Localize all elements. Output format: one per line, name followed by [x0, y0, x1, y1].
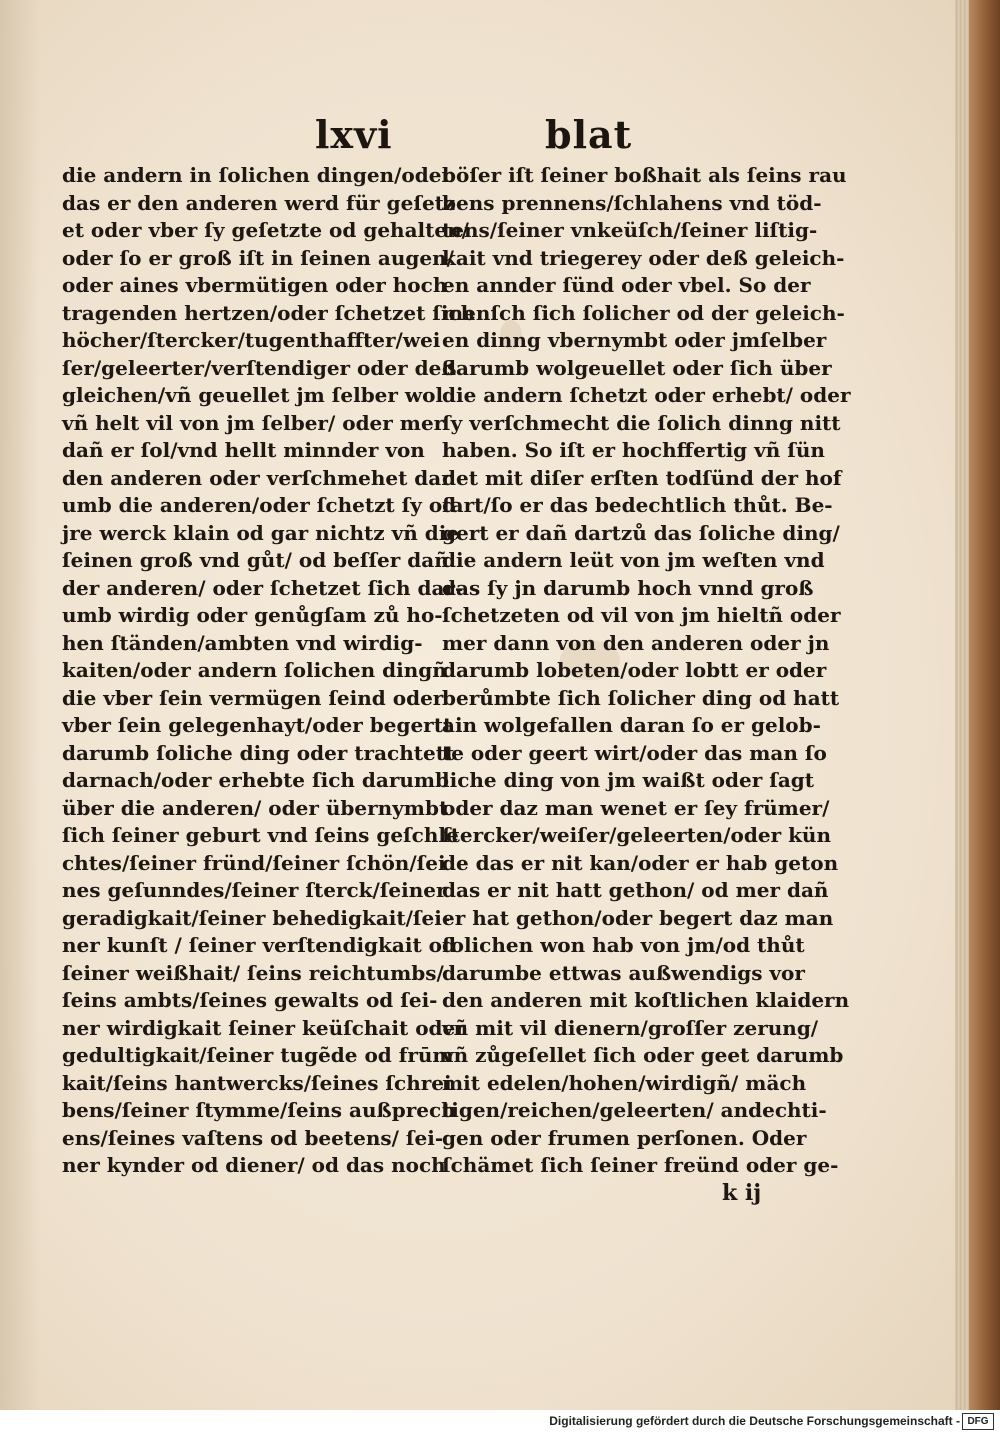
- text-line: ſeiner weißhait/ ſeins reichtumbs/: [62, 960, 444, 985]
- text-line: ner kynder od diener/ od das noch: [62, 1153, 446, 1177]
- signature-mark: k ij: [722, 1180, 762, 1206]
- footer-bar: [0, 1410, 1000, 1433]
- text-line: darumb wolgeuellet oder ſich über: [442, 355, 832, 380]
- text-line: et oder vber ſy geſetzte od gehalten/: [62, 218, 469, 242]
- text-line: gleichen/vñ geuellet jm ſelber wol: [62, 383, 444, 407]
- text-line: oder ſo er groß iſt in ſeinen augen/: [62, 245, 454, 270]
- text-line: kaiten/oder andern ſolichen dingñ: [62, 658, 447, 682]
- text-line: das er nit hatt gethon/ od mer dañ: [442, 878, 829, 902]
- dfg-logo: DFG: [962, 1413, 994, 1430]
- text-line: berůmbte ſich ſolicher ding od hatt: [442, 685, 840, 710]
- binding-gutter: [0, 0, 40, 1410]
- book-cover-edge: [969, 0, 1000, 1410]
- text-line: tigen/reichen/geleerten/ andechti-: [442, 1098, 827, 1122]
- text-line: gert er dañ dartzů das ſoliche ding/: [442, 520, 840, 545]
- text-line: mit edelen/hohen/wirdigñ/ mäch: [442, 1070, 807, 1095]
- text-line: darnach/oder erhebte ſich darumb: [62, 768, 450, 792]
- text-line: die andern in ſolichen dingen/oder: [62, 163, 452, 187]
- text-line: ſolichen won hab von jm/od thůt: [442, 933, 805, 957]
- text-line: darumb ſoliche ding oder trachtett: [62, 740, 455, 765]
- text-line: das ſy jn darumb hoch vnnd groß: [442, 575, 814, 600]
- text-line: kait vnd triegerey oder deß geleich-: [442, 245, 845, 270]
- text-line: bens/ſeiner ſtymme/ſeins außprech: [62, 1098, 456, 1122]
- text-line: ner wirdigkait ſeiner keüſchait oder: [62, 1015, 466, 1040]
- text-line: en annder ſünd oder vbel. So der: [442, 273, 811, 297]
- text-line: böſer iſt ſeiner boßhait als ſeins rau: [442, 163, 847, 187]
- text-line: ſich ſeiner geburt vnd ſeins geſchle: [62, 823, 459, 847]
- funding-note: Digitalisierung gefördert durch die Deutsche Forschungsgemeinschaft -: [549, 1414, 960, 1428]
- text-line: den anderen oder verſchmehet dar: [62, 465, 452, 490]
- text-line: das er den anderen werd für geſetz: [62, 190, 456, 215]
- left-text-column: [62, 162, 476, 1180]
- page-edges: [955, 0, 969, 1410]
- text-line: die andern ſchetzt oder erhebt/ oder: [442, 383, 851, 407]
- text-line: der anderen/ oder ſchetzet ſich dar-: [62, 575, 464, 600]
- text-line: die vber ſein vermügen ſeind oder: [62, 685, 444, 710]
- text-line: über die anderen/ oder übernymbt: [62, 795, 449, 820]
- text-line: jre werck klain od gar nichtz vñ die: [62, 520, 460, 545]
- text-line: umb die anderen/oder ſchetzt ſy od: [62, 493, 457, 517]
- folio-number: lxvi: [315, 112, 393, 157]
- text-line: tens/ſeiner vnkeüſch/ſeiner liſtig-: [442, 218, 818, 242]
- text-line: ſeinen groß vnd gůt/ od beſſer dañ: [62, 548, 449, 572]
- text-line: ſer/geleerter/verſtendiger oder deß: [62, 355, 457, 380]
- text-line: en dinng vbernymbt oder jmſelber: [442, 328, 827, 352]
- text-line: chtes/ſeiner fründ/ſeiner ſchön/ſei: [62, 850, 446, 875]
- text-line: darumb lobeten/oder lobtt er oder: [442, 658, 827, 682]
- text-line: bens prennens/ſchlahens vnd töd-: [442, 190, 822, 215]
- text-line: ens/ſeines vaſtens od beetens/ ſei-: [62, 1125, 444, 1150]
- right-text-column: [442, 162, 851, 1180]
- text-line: er hat gethon/oder begert daz man: [442, 905, 834, 930]
- text-line: darumbe ettwas außwendigs vor: [442, 960, 805, 985]
- text-line: ner kunſt / ſeiner verſtendigkait od: [62, 933, 456, 957]
- text-line: ſeins ambts/ſeines gewalts od ſei-: [62, 988, 438, 1012]
- text-line: vñ zůgeſellet ſich oder geet darumb: [442, 1043, 844, 1067]
- text-line: ſy verſchmecht die ſolich dinng nitt: [442, 410, 841, 435]
- text-line: vñ helt vil von jm ſelber/ oder mer: [62, 410, 445, 435]
- text-line: vber ſein gelegenhayt/oder begertt: [62, 713, 453, 737]
- text-line: umb wirdig oder genůgſam zů ho-: [62, 603, 443, 627]
- text-line: te oder geert wirt/oder das man ſo: [442, 740, 827, 765]
- text-line: ain wolgefallen daran ſo er gelob-: [442, 713, 821, 737]
- text-line: ſchetzeten od vil von jm hieltñ oder: [442, 603, 841, 627]
- text-line: ſchämet ſich ſeiner freünd oder ge-: [442, 1153, 839, 1177]
- text-line: haben. So iſt er hochffertig vñ ſün: [442, 438, 825, 462]
- text-line: oder aines vbermütigen oder hoch: [62, 273, 448, 297]
- folio-label: blat: [545, 112, 633, 157]
- text-line: den anderen mit koſtlichen klaidern: [442, 988, 850, 1012]
- text-line: dañ er ſol/vnd hellt minnder von: [62, 438, 425, 462]
- text-line: tragenden hertzen/oder ſchetzet ſich: [62, 300, 476, 325]
- text-line: kait/ſeins hantwercks/ſeines ſchrei: [62, 1070, 452, 1095]
- text-line: det mit diſer erſten todſünd der hof: [442, 465, 842, 490]
- text-line: geradigkait/ſeiner behedigkait/ſei-: [62, 905, 451, 930]
- text-line: nes geſunndes/ſeiner ſterck/ſeiner: [62, 878, 447, 902]
- text-line: hen ſtänden/ambten vnd wirdig-: [62, 630, 423, 655]
- text-line: gedultigkait/ſeiner tugẽde od frūm: [62, 1043, 454, 1067]
- text-line: vñ mit vil dienern/groſſer zerung/: [442, 1015, 819, 1040]
- text-line: mer dann von den anderen oder jn: [442, 630, 830, 655]
- text-line: liche ding von jm waißt oder ſagt: [442, 768, 815, 792]
- text-line: die andern leüt von jm weſten vnd: [442, 548, 825, 572]
- text-line: ſtercker/weiſer/geleerten/oder kün: [442, 823, 832, 847]
- text-line: gen oder frumen perſonen. Oder: [442, 1125, 807, 1150]
- text-line: höcher/ſtercker/tugenthaffter/wei: [62, 328, 441, 352]
- text-line: menſch ſich ſolicher od der geleich-: [442, 300, 845, 325]
- text-line: oder daz man wenet er ſey frümer/: [442, 795, 830, 820]
- text-line: de das er nit kan/oder er hab geton: [442, 850, 839, 875]
- text-line: fart/ſo er das bedechtlich thůt. Be-: [442, 493, 833, 517]
